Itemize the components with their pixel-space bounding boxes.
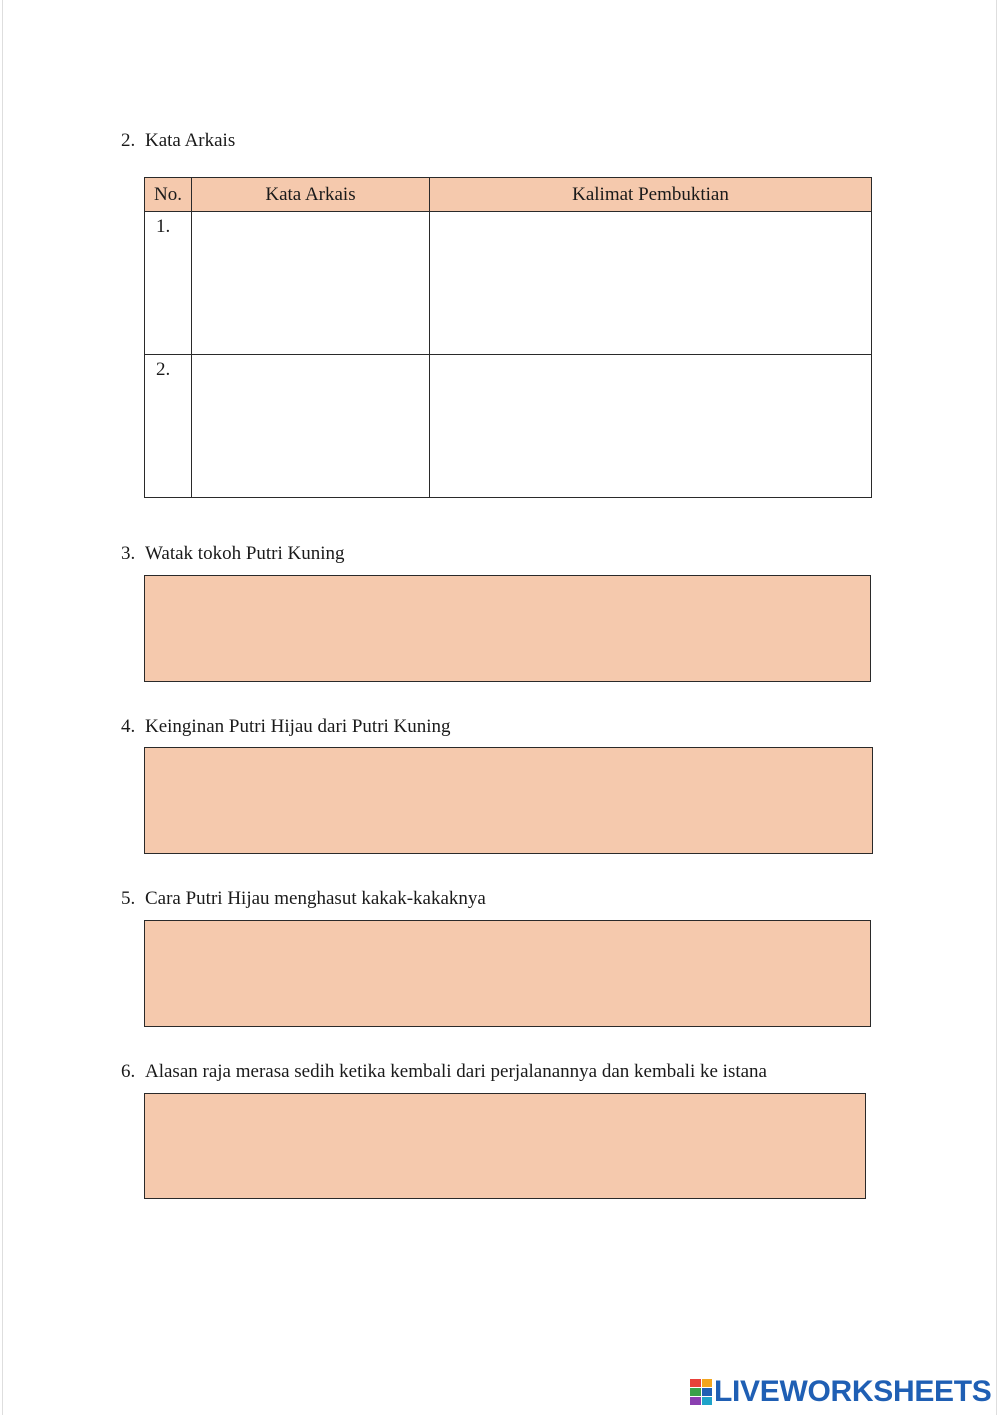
kalimat-pembuktian-answer-cell[interactable] xyxy=(430,212,872,355)
table-row xyxy=(145,355,872,498)
page-right-edge xyxy=(996,0,997,1415)
question-5-answer-box[interactable] xyxy=(144,920,871,1027)
kalimat-pembuktian-answer-cell[interactable] xyxy=(430,355,872,498)
question-5-label xyxy=(121,887,486,911)
question-4-label xyxy=(121,715,451,739)
kata-arkais-answer-cell[interactable] xyxy=(192,355,430,498)
question-3-label xyxy=(121,542,345,566)
table-header-row xyxy=(145,178,872,212)
question-2-label xyxy=(121,129,235,153)
question-3-answer-box[interactable] xyxy=(144,575,871,682)
question-text: Alasan raja merasa sedih ketika kembali dari perjalanannya dan kembali ke istana xyxy=(145,1061,767,1082)
question-number: 6. xyxy=(121,1061,136,1082)
liveworksheets-logo[interactable] xyxy=(690,1374,992,1410)
question-6-answer-box[interactable] xyxy=(144,1093,866,1199)
question-number: 5. xyxy=(121,888,136,909)
header-kalimat-pembuktian: Kalimat Pembuktian xyxy=(430,178,872,212)
question-text: Kata Arkais xyxy=(145,130,236,151)
header-no: No. xyxy=(145,178,192,212)
question-text: Watak tokoh Putri Kuning xyxy=(145,543,345,564)
question-number: 2. xyxy=(121,130,136,151)
question-text: Cara Putri Hijau menghasut kakak-kakaknya xyxy=(145,888,486,909)
liveworksheets-logo-icon xyxy=(690,1379,712,1405)
table-row xyxy=(145,212,872,355)
header-kata-arkais: Kata Arkais xyxy=(192,178,430,212)
question-4-answer-box[interactable] xyxy=(144,747,873,854)
row-number: 2. xyxy=(145,355,192,498)
kata-arkais-answer-cell[interactable] xyxy=(192,212,430,355)
kata-arkais-table xyxy=(144,177,872,498)
question-number: 3. xyxy=(121,543,136,564)
question-6-label xyxy=(121,1060,767,1084)
question-text: Keinginan Putri Hijau dari Putri Kuning xyxy=(145,716,451,737)
row-number: 1. xyxy=(145,212,192,355)
page-left-edge xyxy=(2,0,3,1415)
question-number: 4. xyxy=(121,716,136,737)
logo-text: LIVEWORKSHEETS xyxy=(714,1375,992,1408)
